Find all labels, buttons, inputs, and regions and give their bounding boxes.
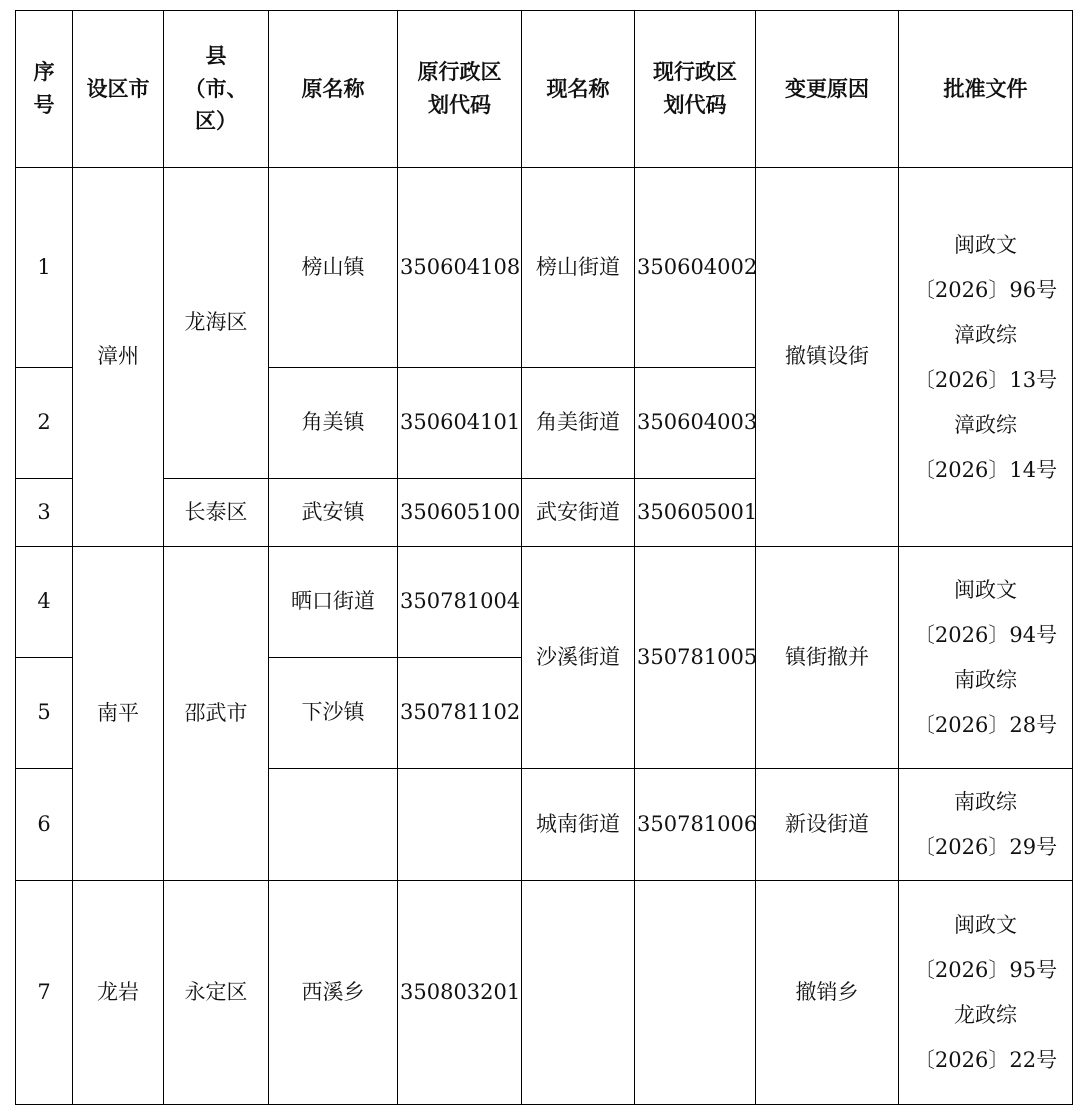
city-cell: 南平 xyxy=(73,547,164,881)
orig-code-cell: 350803201 xyxy=(398,881,522,1105)
orig-code-cell: 350605100 xyxy=(398,479,522,547)
table-row xyxy=(16,168,1073,368)
seq-cell: 2 xyxy=(16,368,73,479)
admin-division-change-table xyxy=(15,10,1073,1105)
county-cell: 永定区 xyxy=(164,881,269,1105)
approval-doc-cell: 闽政文 〔2026〕96号 漳政综 〔2026〕13号 漳政综 〔2026〕14号 xyxy=(899,168,1073,547)
seq-cell: 1 xyxy=(16,168,73,368)
approval-doc-cell: 南政综 〔2026〕29号 xyxy=(899,769,1073,881)
header-orig-name: 原名称 xyxy=(269,11,398,168)
header-city: 设区市 xyxy=(73,11,164,168)
orig-name-cell: 西溪乡 xyxy=(269,881,398,1105)
seq-cell: 6 xyxy=(16,769,73,881)
reason-cell: 新设街道 xyxy=(756,769,899,881)
header-seq: 序 号 xyxy=(16,11,73,168)
county-cell: 龙海区 xyxy=(164,168,269,479)
header-county: 县 （市、 区） xyxy=(164,11,269,168)
orig-code-cell xyxy=(398,769,522,881)
new-name-cell: 武安街道 xyxy=(522,479,635,547)
header-new-code: 现行政区 划代码 xyxy=(635,11,756,168)
seq-cell: 4 xyxy=(16,547,73,658)
city-cell: 漳州 xyxy=(73,168,164,547)
new-code-cell: 350781006 xyxy=(635,769,756,881)
seq-cell: 3 xyxy=(16,479,73,547)
city-cell: 龙岩 xyxy=(73,881,164,1105)
header-row xyxy=(16,11,1073,168)
new-name-cell: 沙溪街道 xyxy=(522,547,635,769)
new-code-cell: 350781005 xyxy=(635,547,756,769)
approval-doc-cell: 闽政文 〔2026〕95号 龙政综 〔2026〕22号 xyxy=(899,881,1073,1105)
header-doc: 批准文件 xyxy=(899,11,1073,168)
orig-code-cell: 350781102 xyxy=(398,658,522,769)
new-code-cell xyxy=(635,881,756,1105)
reason-cell: 镇街撤并 xyxy=(756,547,899,769)
orig-name-cell: 榜山镇 xyxy=(269,168,398,368)
new-code-cell: 350604002 xyxy=(635,168,756,368)
header-new-name: 现名称 xyxy=(522,11,635,168)
new-code-cell: 350605001 xyxy=(635,479,756,547)
new-code-cell: 350604003 xyxy=(635,368,756,479)
header-reason: 变更原因 xyxy=(756,11,899,168)
orig-code-cell: 350604101 xyxy=(398,368,522,479)
new-name-cell: 角美街道 xyxy=(522,368,635,479)
orig-code-cell: 350604108 xyxy=(398,168,522,368)
orig-code-cell: 350781004 xyxy=(398,547,522,658)
seq-cell: 5 xyxy=(16,658,73,769)
new-name-cell: 城南街道 xyxy=(522,769,635,881)
county-cell: 邵武市 xyxy=(164,547,269,881)
new-name-cell xyxy=(522,881,635,1105)
reason-cell: 撤镇设街 xyxy=(756,168,899,547)
new-name-cell: 榜山街道 xyxy=(522,168,635,368)
orig-name-cell: 武安镇 xyxy=(269,479,398,547)
approval-doc-cell: 闽政文 〔2026〕94号 南政综 〔2026〕28号 xyxy=(899,547,1073,769)
header-orig-code: 原行政区 划代码 xyxy=(398,11,522,168)
table-row xyxy=(16,881,1073,1105)
orig-name-cell: 下沙镇 xyxy=(269,658,398,769)
reason-cell: 撤销乡 xyxy=(756,881,899,1105)
orig-name-cell: 角美镇 xyxy=(269,368,398,479)
county-cell: 长泰区 xyxy=(164,479,269,547)
seq-cell: 7 xyxy=(16,881,73,1105)
orig-name-cell: 晒口街道 xyxy=(269,547,398,658)
table-row xyxy=(16,547,1073,658)
orig-name-cell xyxy=(269,769,398,881)
